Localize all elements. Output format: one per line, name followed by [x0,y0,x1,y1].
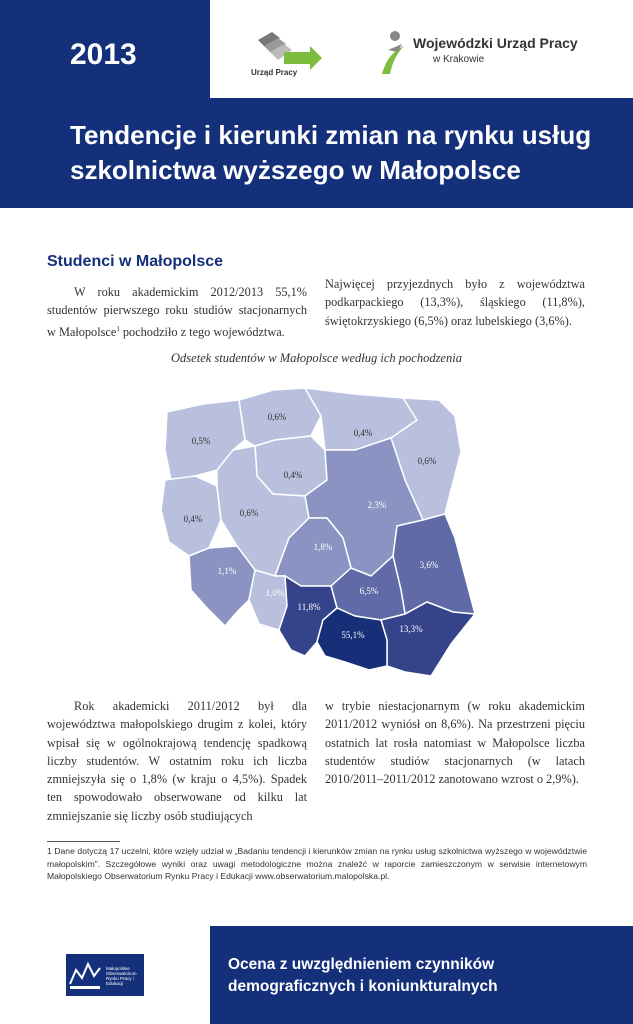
map-label-opolskie: 1,0% [265,588,285,598]
bottom-title [228,954,498,998]
map-label-dolnoslaskie: 1,1% [217,566,237,576]
title-line-2: szkolnictwa wyższego w Małopolsce [70,155,521,185]
map-label-lubuskie: 0,4% [183,514,203,524]
bottom-line-2: demograficznych i koniunkturalnych [228,978,498,995]
title-line-1: Tendencje i kierunki zmian na rynku usług [70,120,592,150]
map-label-mazowieckie: 2,3% [367,500,387,510]
section-heading: Studenci w Małopolsce [47,253,224,270]
footnote-ref: 1 [116,324,120,333]
map-label-podlaskie: 0,6% [417,456,437,466]
map-label-pomorskie: 0,6% [267,412,287,422]
map-label-zachodniopomorskie: 0,5% [191,436,211,446]
map-label-warminsko-mazurskie: 0,4% [353,428,373,438]
map-label-slaskie: 11,8% [297,602,321,612]
map-label-wielkopolskie: 0,6% [239,508,259,518]
bottom-line-1: Ocena z uwzględnieniem czynników [228,956,495,973]
footnote-rule [47,841,120,842]
paragraph-1-end: pochodziło z tego województwa. [119,324,285,339]
paragraph-1-text: W roku akademickim 2012/2013 55,1% studentów pierwszego roku studiów stacjonarnych w Małopolsce [47,285,307,339]
map-caption: Odsetek studentów w Małopolsce według ich pochodzenia [171,351,462,365]
paragraph-2: Najwięcej przyjezdnych było z województwa podkarpackiego (13,3%), śląskiego (11,8%), świętokrzyskiego (6,5%) oraz lubelskiego (3,6%). [325,277,585,328]
map-label-lubelskie: 3,6% [419,560,439,570]
wup-name: Wojewódzki Urząd Pracy [413,35,578,51]
map-label-malopolskie: 55,1% [341,630,365,640]
year-label: 2013 [70,38,137,71]
wup-subtitle: w Krakowie [433,54,485,65]
paragraph-4: w trybie niestacjonarnym (w roku akademickim 2011/2012 wyniósł on 8,6%). Na przestrzeni pięciu ostatnich lat rosła natomiast w Małopolsce liczba studentów studiów stacjonarnych (w latach 2010/2011–2011/2012 zanotowano wzrost o 2,9%). [325,699,585,787]
map-label-lodzkie: 1,8% [313,542,333,552]
map-label-swietokrzyskie: 6,5% [359,586,379,596]
page-title [70,118,610,188]
footnote: 1 Dane dotyczą 17 uczelni, które wzięły udział w „Badaniu tendencji i kierunków zmian na rynku usług szkolnictwa wyższego w województwie małopolskim”. Szczegółowe wyniki oraz uwagi metodologiczne można znaleźć w raporcie zamieszczonym w serwisie internetowym Małopolskiego Obserwatorium Rynku Pracy i Edukacji www.obserwatorium.malopolska.pl. [47,846,587,881]
observatory-logo-icon [66,954,106,996]
map-label-kujawsko-pomorskie: 0,4% [283,470,303,480]
region-dolnoslaskie [189,546,255,626]
map-label-podkarpackie: 13,3% [399,624,423,634]
observatory-logo-text: Małopolskie Obserwatorium Rynku Pracy i Edukacji [106,966,137,986]
wup-logo [378,30,410,78]
paragraph-1 [47,283,307,341]
poland-map [155,380,475,680]
urzad-pracy-label: Urząd Pracy [251,68,298,77]
paragraph-3: Rok akademicki 2011/2012 był dla województwa małopolskiego drugim z kolei, który wpisał się w ogólnokrajową tendencję spadkową liczby studentów. W ostatnim roku ich liczba zmniejszyła się o 1,8% (w kraju o 4,5%). Spadek ten spowodowało obserwowane od kilku lat zmniejszanie się liczby osób studiujących [47,699,307,823]
